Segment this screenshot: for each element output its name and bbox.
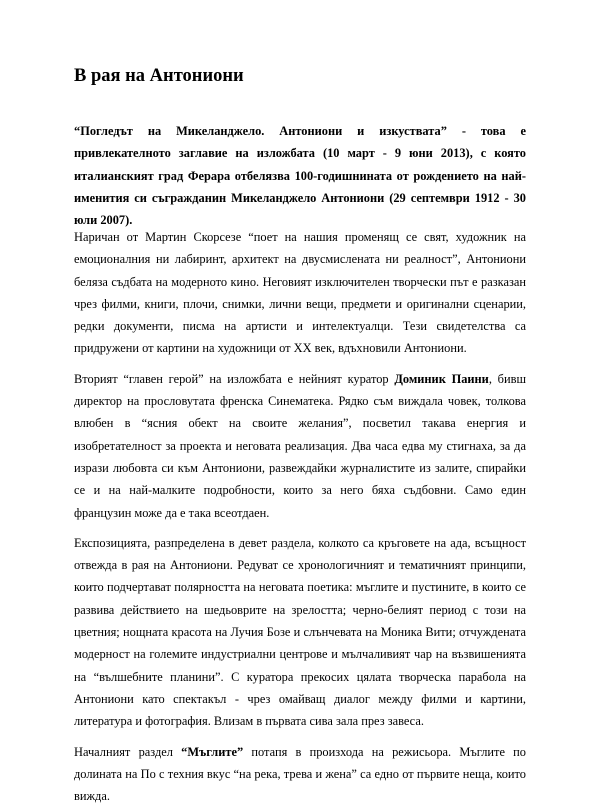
paragraph-4-text-a: Началният раздел xyxy=(74,744,182,759)
section-name-fogs: “Мъглите” xyxy=(181,744,244,759)
paragraph-2 xyxy=(74,368,526,524)
paragraph-4 xyxy=(74,741,526,807)
paragraph-4-text-b: потапя в произхода на режисьора. Мъглите по долината на По с техния вкус “на река, трева и жена” са едно от първите неща, които вижда. xyxy=(74,744,526,804)
article-title: В рая на Антониони xyxy=(74,66,244,86)
curator-name: Доминик Паини xyxy=(394,371,489,386)
article-body xyxy=(74,226,526,807)
paragraph-2-text-b: , бивш директор на прословутата френска Синематека. Рядко съм виждала човек, толкова влюбен в “ясния обект на своите желания”, посветил такава енергия и изобретателност за проекта и неговата реализация. Два часа едва му стигнаха, за да изрази любовта си към Антониони, развеждайки журналистите из залите, спирайки се и на най-малките подробности, които за него бяха съдбовни. Само един французин може да е така всеотдаен. xyxy=(74,371,526,520)
paragraph-2-text-a: Вторият “главен герой” на изложбата е нейният куратор xyxy=(74,371,395,386)
paragraph-1: Наричан от Мартин Скорсезе “поет на нашия променящ се свят, художник на емоционалния ни лабиринт, архитект на двусмислената ни реалност”, Антониони беляза съдбата на модерното кино. Неговият изключителен творчески път е разказан чрез филми, книги, плочи, снимки, лични вещи, предмети и оригинални сценарии, редки документи, писма на артисти и интелектуалци. Тези свидетелства са придружени от картини на художници от ХХ век, вдъхновили Антониони. xyxy=(74,230,526,356)
article-lead: “Погледът на Микеланджело. Антониони и изкуствата” - това е привлекателното заглавие на изложбата (10 март - 9 юни 2013), с която италианският град Ферара отбелязва 100-годишнината от рождението на най-именития си съгражданин Микеланджело Антониони (29 септември 1912 - 30 юли 2007). xyxy=(74,124,526,228)
paragraph-3: Експозицията, разпределена в девет раздела, колкото са кръговете на ада, всъщност отвежда в рая на Антониони. Редуват се хронологичният и тематичният принципи, които подчертават полярността на неговата поетика: мъглите и пустините, в които се развива действието на шедьоврите на зрелостта; черно-белият период с този на цветния; нощната красота на Лучия Бозе и слънчевата на Моника Вити; отчуждената модерност на големите индустриални центрове и мълчаливият чар на възвишенията на “вълшебните планини”. С куратора прекосих цялата творческа парабола на Антониони като спектакъл - чрез омайващ диалог между филми и картини, литература и фотография. Влизам в първата сива зала през завеса. xyxy=(74,535,526,729)
